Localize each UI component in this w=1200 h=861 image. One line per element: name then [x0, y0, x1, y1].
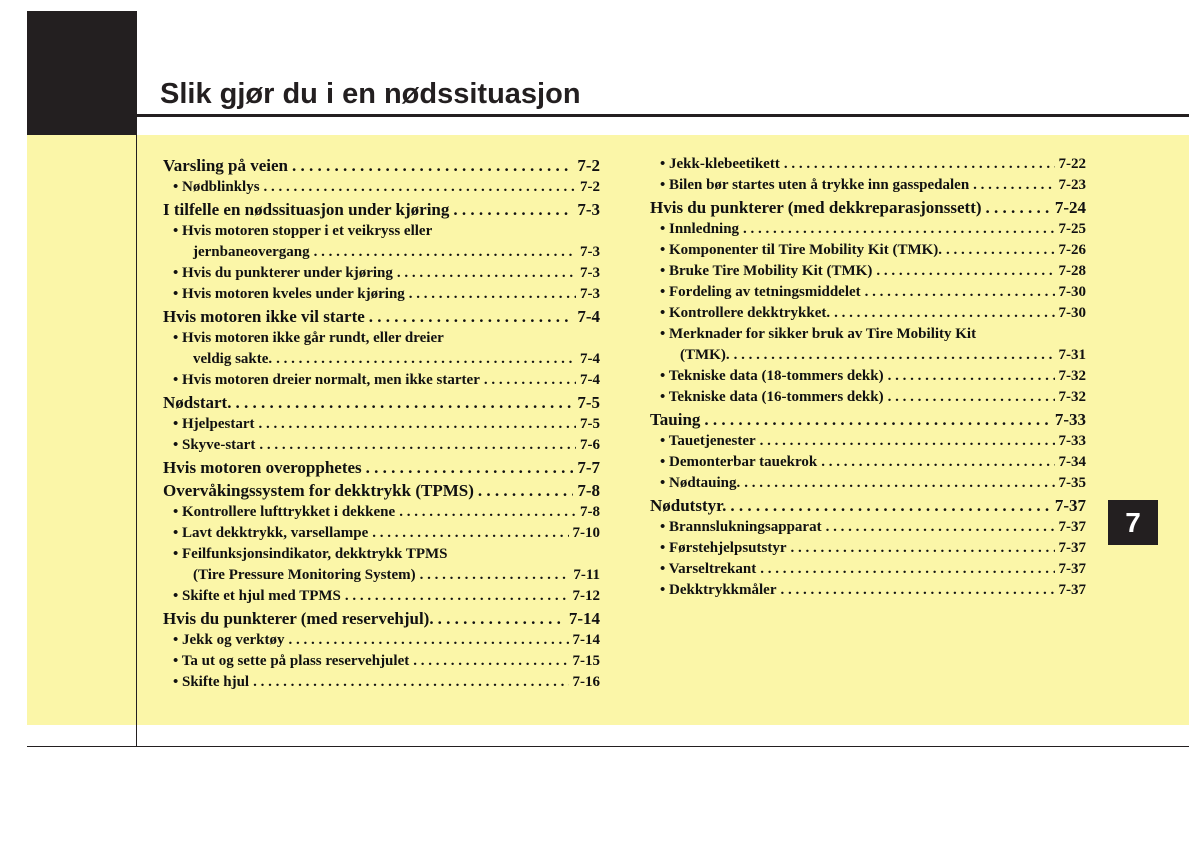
toc-page-number: 7-6	[580, 437, 600, 453]
toc-page-number: 7-24	[1054, 198, 1086, 217]
toc-subentry[interactable]	[163, 328, 600, 349]
black-corner-tab	[27, 11, 137, 135]
toc-subentry[interactable]	[163, 284, 600, 305]
toc-entry-label: • Skifte et hjul med TPMS	[173, 588, 341, 604]
toc-entry-label: • Bruke Tire Mobility Kit (TMK)	[660, 263, 873, 279]
toc-section-entry[interactable]	[163, 391, 600, 414]
toc-entry-label: Nødstart.	[163, 393, 232, 412]
toc-page-number: 7-5	[580, 416, 600, 432]
toc-page-number: 7-25	[1058, 221, 1086, 237]
toc-page-number: 7-37	[1058, 540, 1086, 556]
toc-subentry[interactable]	[163, 435, 600, 456]
toc-entry-label: • Hvis motoren ikke går rundt, eller dreier	[173, 330, 444, 346]
toc-page-number: 7-30	[1058, 284, 1086, 300]
dot-leader	[397, 263, 576, 284]
toc-page-number: 7-4	[580, 351, 600, 367]
toc-column-right	[650, 154, 1086, 601]
title-rule	[137, 114, 1189, 117]
toc-subentry[interactable]	[650, 240, 1086, 261]
toc-page-number: 7-2	[580, 179, 600, 195]
dot-leader	[888, 387, 1055, 408]
dot-leader	[865, 282, 1055, 303]
toc-entry-label: • Merknader for sikker bruk av Tire Mobility Kit	[660, 326, 977, 342]
toc-page-number: 7-3	[580, 244, 600, 260]
toc-entry-label: • Hvis motoren dreier normalt, men ikke starter	[173, 372, 480, 388]
dot-leader	[834, 303, 1054, 324]
toc-section-entry[interactable]	[163, 305, 600, 328]
toc-entry-label: • Førstehjelpsutstyr	[660, 540, 787, 556]
toc-page-number: 7-3	[580, 265, 600, 281]
toc-page-number: 7-3	[577, 200, 600, 219]
dot-leader	[986, 196, 1051, 219]
toc-subentry[interactable]	[650, 366, 1086, 387]
toc-page-number: 7-8	[580, 504, 600, 520]
toc-entry-label: • Ta ut og sette på plass reservehjulet	[173, 653, 410, 669]
toc-section-entry[interactable]	[163, 154, 600, 177]
dot-leader	[973, 175, 1054, 196]
dot-leader	[876, 261, 1054, 282]
toc-page-number: 7-34	[1058, 454, 1086, 470]
toc-entry-label: • Hvis motoren stopper i et veikryss eller	[173, 223, 433, 239]
toc-entry-label: • Tekniske data (16-tommers dekk)	[660, 389, 884, 405]
dot-leader	[760, 431, 1055, 452]
toc-subentry[interactable]	[650, 282, 1086, 303]
toc-page-number: 7-37	[1058, 561, 1086, 577]
toc-subentry[interactable]	[163, 586, 600, 607]
toc-entry-label: jernbaneovergang	[193, 244, 310, 260]
toc-page-number: 7-15	[572, 653, 600, 669]
toc-entry-label: Hvis motoren ikke vil starte	[163, 307, 365, 326]
toc-page-number: 7-33	[1058, 433, 1086, 449]
dot-leader	[760, 559, 1054, 580]
dot-leader	[453, 198, 573, 221]
toc-page-number: 7-28	[1058, 263, 1086, 279]
toc-section-entry[interactable]	[163, 607, 600, 630]
toc-page-number: 7-37	[1054, 496, 1086, 515]
bottom-rule	[27, 746, 1189, 747]
toc-entry-label: • Brannslukningsapparat	[660, 519, 822, 535]
toc-page-number: 7-22	[1058, 156, 1086, 172]
toc-entry-label: Hvis du punkterer (med dekkreparasjonssett)	[650, 198, 982, 217]
dot-leader	[345, 586, 569, 607]
toc-column-left	[163, 154, 600, 693]
toc-subentry[interactable]	[650, 303, 1086, 324]
toc-subentry[interactable]	[650, 580, 1086, 601]
toc-page-number: 7-11	[573, 567, 600, 583]
toc-entry-label: • Feilfunksjonsindikator, dekktrykk TPMS	[173, 546, 448, 562]
toc-subentry[interactable]	[650, 154, 1086, 175]
toc-entry-label: • Skifte hjul	[173, 674, 250, 690]
toc-page-number: 7-14	[572, 632, 600, 648]
toc-subentry[interactable]	[650, 261, 1086, 282]
dot-leader	[743, 219, 1054, 240]
toc-subentry[interactable]	[650, 345, 1086, 366]
toc-subentry[interactable]	[163, 651, 600, 672]
toc-entry-label: • Skyve-start	[173, 437, 256, 453]
toc-subentry[interactable]	[650, 538, 1086, 559]
toc-entry-label: Varsling på veien	[163, 156, 289, 175]
toc-entry-label: • Tauetjenester	[660, 433, 756, 449]
toc-entry-label: • Nødblinklys	[173, 179, 260, 195]
dot-leader	[258, 414, 576, 435]
toc-subentry[interactable]	[163, 349, 600, 370]
toc-subentry[interactable]	[650, 431, 1086, 452]
toc-page-number: 7-14	[568, 609, 600, 628]
toc-subentry[interactable]	[650, 517, 1086, 538]
toc-page-number: 7-23	[1058, 177, 1086, 193]
dot-leader	[888, 366, 1055, 387]
toc-page-number: 7-26	[1058, 242, 1086, 258]
toc-entry-label: • Fordeling av tetningsmiddelet	[660, 284, 861, 300]
toc-page-number: 7-35	[1058, 475, 1086, 491]
toc-section-entry[interactable]	[163, 198, 600, 221]
dot-leader	[314, 242, 576, 263]
toc-subentry[interactable]	[163, 630, 600, 651]
toc-page-number: 7-30	[1058, 305, 1086, 321]
dot-leader	[484, 370, 576, 391]
toc-subentry[interactable]	[163, 414, 600, 435]
toc-entry-label: • Kontrollere lufttrykket i dekkene	[173, 504, 396, 520]
toc-page-number: 7-8	[577, 481, 600, 500]
toc-entry-label: (Tire Pressure Monitoring System)	[193, 567, 416, 583]
dot-leader	[420, 565, 570, 586]
toc-section-entry[interactable]	[650, 408, 1086, 431]
dot-leader	[259, 435, 576, 456]
dot-leader	[235, 391, 573, 414]
toc-entry-label: • Tekniske data (18-tommers dekk)	[660, 368, 884, 384]
toc-page-number: 7-4	[577, 307, 600, 326]
dot-leader	[409, 284, 576, 305]
toc-page-number: 7-16	[572, 674, 600, 690]
toc-entry-label: • Nødtauing.	[660, 475, 741, 491]
toc-section-entry[interactable]	[650, 494, 1086, 517]
toc-page-number: 7-5	[577, 393, 600, 412]
dot-leader	[826, 517, 1055, 538]
dot-leader	[704, 408, 1050, 431]
toc-subentry[interactable]	[163, 177, 600, 198]
toc-subentry[interactable]	[163, 544, 600, 565]
toc-page-number: 7-37	[1058, 519, 1086, 535]
toc-page-number: 7-32	[1058, 368, 1086, 384]
toc-page-number: 7-31	[1058, 347, 1086, 363]
toc-entry-label: • Innledning	[660, 221, 740, 237]
toc-entry-label: Tauing	[650, 410, 701, 429]
toc-subentry[interactable]	[650, 175, 1086, 196]
toc-subentry[interactable]	[163, 502, 600, 523]
dot-leader	[276, 349, 576, 370]
toc-page-number: 7-4	[580, 372, 600, 388]
dot-leader	[734, 345, 1055, 366]
toc-subentry[interactable]	[163, 221, 600, 242]
toc-subentry[interactable]	[163, 523, 600, 544]
toc-subentry[interactable]	[650, 452, 1086, 473]
toc-entry-label: • Hvis du punkterer under kjøring	[173, 265, 393, 281]
dot-leader	[289, 630, 569, 651]
page-title: Slik gjør du i en nødssituasjon	[160, 78, 581, 110]
toc-subentry[interactable]	[163, 565, 600, 586]
toc-entry-label: Nødutstyr.	[650, 496, 727, 515]
toc-entry-label: • Komponenter til Tire Mobility Kit (TMK).	[660, 242, 943, 258]
toc-entry-label: I tilfelle en nødssituasjon under kjøring	[163, 200, 450, 219]
dot-leader	[292, 154, 573, 177]
toc-entry-label: • Jekk og verktøy	[173, 632, 285, 648]
toc-page-number: 7-37	[1058, 582, 1086, 598]
dot-leader	[264, 177, 576, 198]
toc-entry-label: • Demonterbar tauekrok	[660, 454, 818, 470]
toc-page-number: 7-32	[1058, 389, 1086, 405]
toc-subentry[interactable]	[650, 559, 1086, 580]
toc-entry-label: • Bilen bør startes uten å trykke inn gasspedalen	[660, 177, 970, 193]
toc-subentry[interactable]	[650, 473, 1086, 494]
dot-leader	[369, 305, 574, 328]
toc-subentry[interactable]	[650, 324, 1086, 345]
chapter-tab[interactable]: 7	[1108, 500, 1158, 545]
margin-line	[136, 135, 137, 747]
toc-entry-label: Hvis du punkterer (med reservehjul).	[163, 609, 434, 628]
toc-subentry[interactable]	[163, 672, 600, 693]
toc-entry-label: • Varseltrekant	[660, 561, 757, 577]
toc-entry-label: (TMK).	[680, 347, 730, 363]
dot-leader	[744, 473, 1054, 494]
toc-entry-label: • Kontrollere dekktrykket.	[660, 305, 831, 321]
toc-entry-label: Hvis motoren overopphetes	[163, 458, 362, 477]
dot-leader	[413, 651, 568, 672]
toc-entry-label: • Jekk-klebeetikett	[660, 156, 780, 172]
toc-entry-label: • Dekktrykkmåler	[660, 582, 777, 598]
toc-section-entry[interactable]	[650, 196, 1086, 219]
toc-entry-label: • Hjelpestart	[173, 416, 255, 432]
toc-subentry[interactable]	[163, 370, 600, 391]
toc-entry-label: • Lavt dekktrykk, varsellampe	[173, 525, 369, 541]
toc-entry-label: veldig sakte.	[193, 351, 273, 367]
toc-subentry[interactable]	[163, 263, 600, 284]
toc-page-number: 7-7	[577, 458, 600, 477]
toc-subentry[interactable]	[650, 219, 1086, 240]
dot-leader	[372, 523, 568, 544]
dot-leader	[784, 154, 1055, 175]
dot-leader	[478, 479, 573, 502]
toc-page-number: 7-12	[572, 588, 600, 604]
dot-leader	[366, 456, 574, 479]
dot-leader	[946, 240, 1054, 261]
dot-leader	[781, 580, 1055, 601]
dot-leader	[438, 607, 565, 630]
toc-subentry[interactable]	[650, 387, 1086, 408]
toc-section-entry[interactable]	[163, 456, 600, 479]
dot-leader	[253, 672, 568, 693]
toc-entry-label: • Hvis motoren kveles under kjøring	[173, 286, 405, 302]
dot-leader	[821, 452, 1054, 473]
dot-leader	[399, 502, 576, 523]
toc-page-number: 7-10	[572, 525, 600, 541]
toc-page-number: 7-2	[577, 156, 600, 175]
toc-page-number: 7-3	[580, 286, 600, 302]
toc-page-number: 7-33	[1054, 410, 1086, 429]
dot-leader	[790, 538, 1054, 559]
toc-section-entry[interactable]	[163, 479, 600, 502]
toc-subentry[interactable]	[163, 242, 600, 263]
dot-leader	[730, 494, 1050, 517]
toc-entry-label: Overvåkingssystem for dekktrykk (TPMS)	[163, 481, 474, 500]
